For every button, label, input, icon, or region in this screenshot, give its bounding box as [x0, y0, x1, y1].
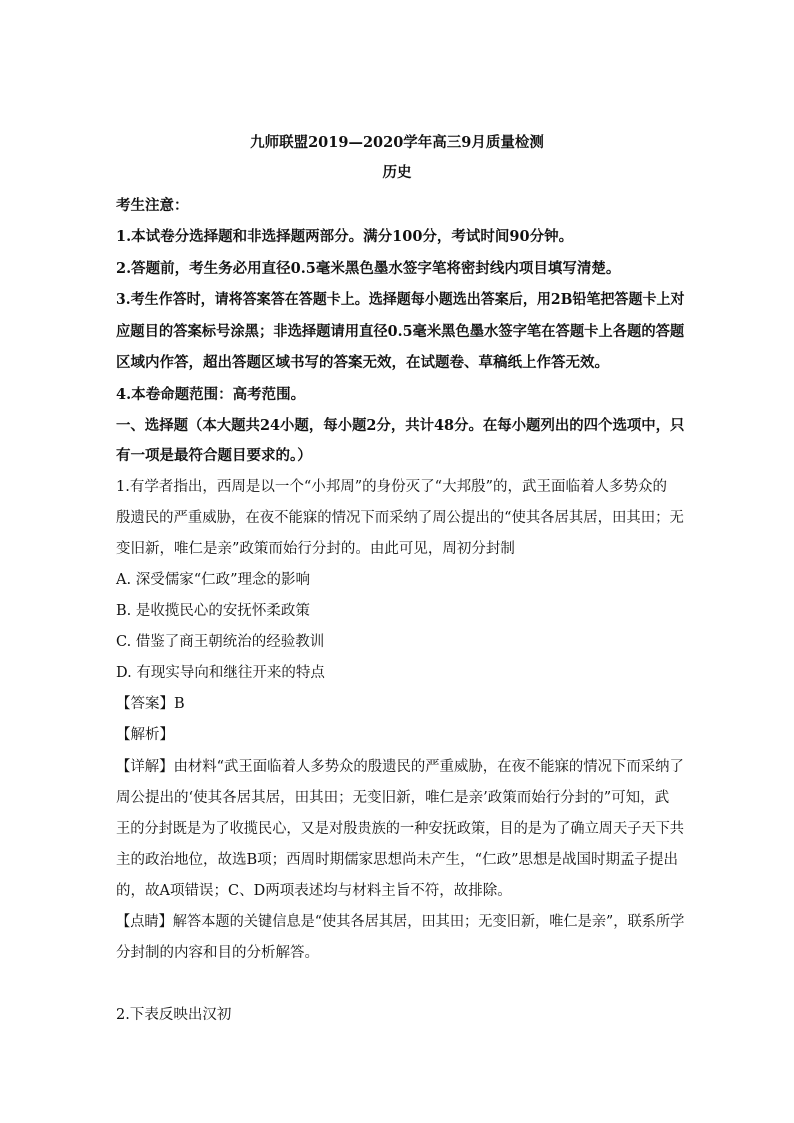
question-stem: 1.有学者指出，西周是以一个“小邦周”的身份灭了“大邦殷”的，武王面临着人多势众的	[116, 479, 667, 495]
analysis-tip: 分封制的内容和目的分析解答。	[116, 945, 319, 961]
option-b: B. 是收揽民心的安抚怀柔政策	[116, 603, 310, 619]
section-heading: 有一项是最符合题目要求的。）	[116, 447, 312, 464]
analysis-detail: 【详解】由材料“武王面临着人多势众的殷遗民的严重威胁，在夜不能寐的情况下而采纳了	[116, 759, 684, 775]
notice-item: 1.本试卷分选择题和非选择题两部分。满分100分，考试时间90分钟。	[116, 228, 574, 245]
analysis-label: 【解析】	[116, 727, 174, 743]
section-heading: 一、选择题（本大题共24小题，每小题2分，共计48分。在每小题列出的四个选项中，只	[116, 417, 685, 434]
notice-item: 应题目的答案标号涂黑；非选择题请用直径0.5毫米黑色墨水签字笔在答题卡上各题的答题	[116, 323, 685, 340]
option-d: D. 有现实导向和继往开来的特点	[116, 665, 325, 681]
question-stem: 殷遗民的严重威胁，在夜不能寐的情况下而采纳了周公提出的“使其各居其居，田其田；无	[116, 510, 684, 526]
option-a: A. 深受儒家“仁政”理念的影响	[116, 572, 311, 588]
analysis-detail: 周公提出的‘使其各居其居，田其田；无变旧新，唯仁是亲’政策而始行分封的”可知，武	[116, 790, 670, 806]
question-stem: 2.下表反映出汉初	[116, 1007, 232, 1023]
analysis-detail: 主的政治地位，故选B项；西周时期儒家思想尚未产生，“仁政”思想是战国时期孟子提出	[116, 852, 678, 868]
answer: 【答案】B	[116, 696, 185, 712]
question-stem: 变旧新，唯仁是亲”政策而始行分封的。由此可见，周初分封制	[116, 541, 515, 557]
notice-item: 区域内作答，超出答题区域书写的答案无效，在试题卷、草稿纸上作答无效。	[116, 354, 609, 371]
option-c: C. 借鉴了商王朝统治的经验教训	[116, 634, 325, 650]
subject-title: 历史	[382, 164, 412, 181]
notice-item: 2.答题前，考生务必用直径0.5毫米黑色墨水签字笔将密封线内项目填写清楚。	[116, 260, 621, 277]
notice-item: 4.本卷命题范围：高考范围。	[116, 386, 306, 403]
analysis-detail: 的，故A项错误；C、D两项表述均与材料主旨不符，故排除。	[116, 883, 512, 899]
analysis-detail: 王的分封既是为了收揽民心，又是对殷贵族的一种安抚政策，目的是为了确立周天子天下共	[116, 821, 684, 837]
notice-heading: 考生注意：	[116, 197, 189, 214]
exam-title: 九师联盟2019—2020学年高三9月质量检测	[250, 134, 544, 151]
notice-item: 3.考生作答时，请将答案答在答题卡上。选择题每小题选出答案后，用2B铅笔把答题卡上对	[116, 291, 685, 308]
analysis-tip: 【点睛】解答本题的关键信息是“使其各居其居，田其田；无变旧新，唯仁是亲”，联系所学	[116, 914, 685, 930]
